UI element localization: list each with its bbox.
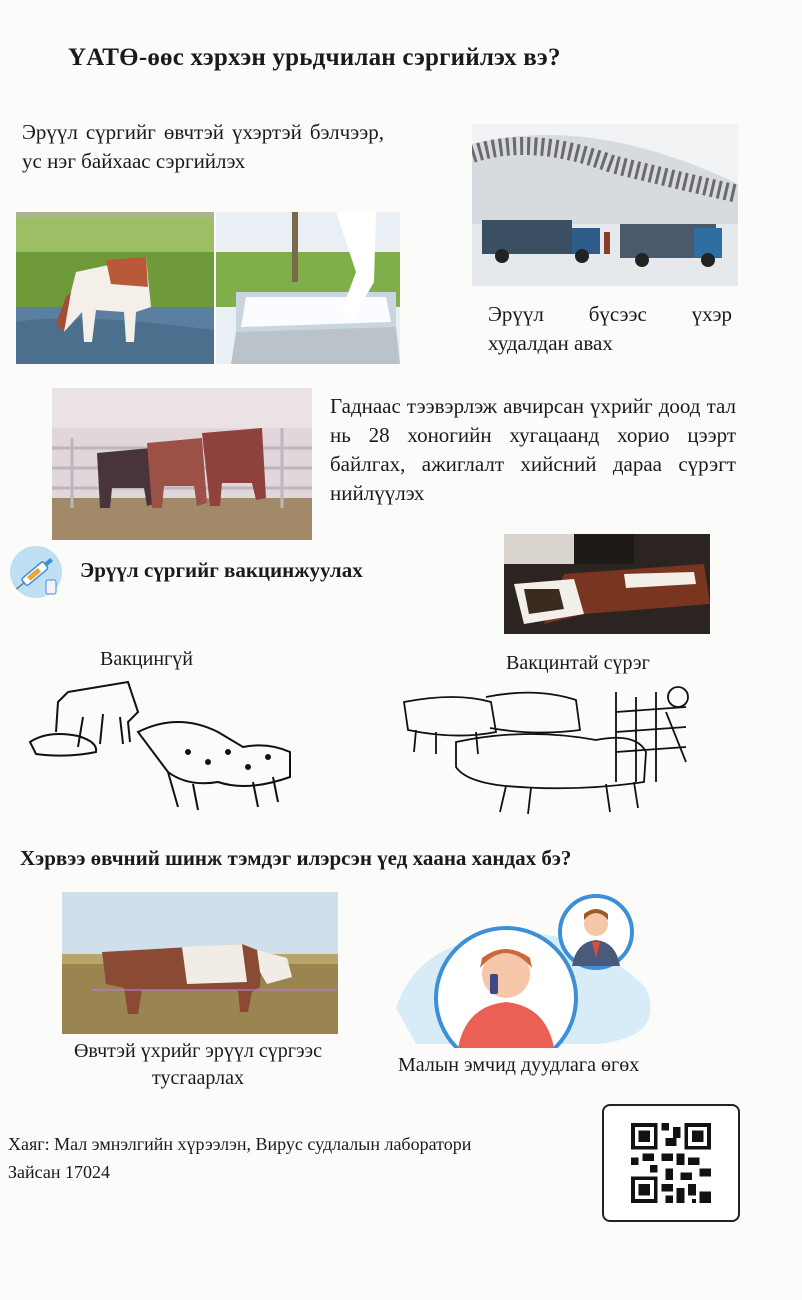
- address-text: Хаяг: Мал эмнэлгийн хүрээлэн, Вирус судлалын лаборатори: [8, 1134, 472, 1154]
- unvaccinated-label: Вакцингүй: [100, 648, 193, 670]
- vaccinated-illustration: [396, 672, 702, 816]
- healthy-zone-text: Эрүүл бүсээс үхэр худалдан авах: [488, 302, 732, 355]
- water-trough-photo: [216, 212, 400, 364]
- quarantine-text: Гаднаас тээвэрлэж авчирсан үхрийг доод тал нь 28 хоногийн хугацаанд хорио цээрт байлгах, ажиглалт хийсний дараа сүрэгт нийлүүлэх: [330, 394, 736, 505]
- symptoms-heading: Хэрвээ өвчний шинж тэмдэг илэрсэн үед хаана хандах бэ?: [20, 846, 572, 870]
- phone-call-illustration: [396, 888, 686, 1048]
- qr-code[interactable]: [602, 1104, 740, 1222]
- pasture-water-text: Эрүүл сүргийг өвчтэй үхэртэй бэлчээр, ус нэг байхаас сэргийлэх: [22, 120, 384, 173]
- zip-code-text: Зайсан 17024: [8, 1162, 110, 1182]
- vaccinated-herd-label: Вакцинтай сүрэг: [506, 652, 650, 674]
- trucks-photo: [472, 124, 738, 286]
- isolated-cow-photo: [62, 892, 338, 1034]
- page-title: ҮАТӨ-өөс хэрхэн урьдчилан сэргийлэх вэ?: [68, 44, 561, 71]
- syringe-icon: [8, 544, 64, 600]
- cattle-pen-photo: [52, 388, 312, 540]
- vaccinate-heading: Эрүүл сүргийг вакцинжуулах: [80, 558, 363, 582]
- isolate-caption: Өвчтэй үхрийг эрүүл сүргээс тусгаарлах: [73, 1040, 322, 1089]
- unvaccinated-illustration: [28, 672, 298, 812]
- calf-vaccination-photo: [504, 534, 710, 634]
- cow-drinking-photo: [16, 212, 214, 364]
- call-vet-caption: Малын эмчид дуудлага өгөх: [398, 1054, 640, 1076]
